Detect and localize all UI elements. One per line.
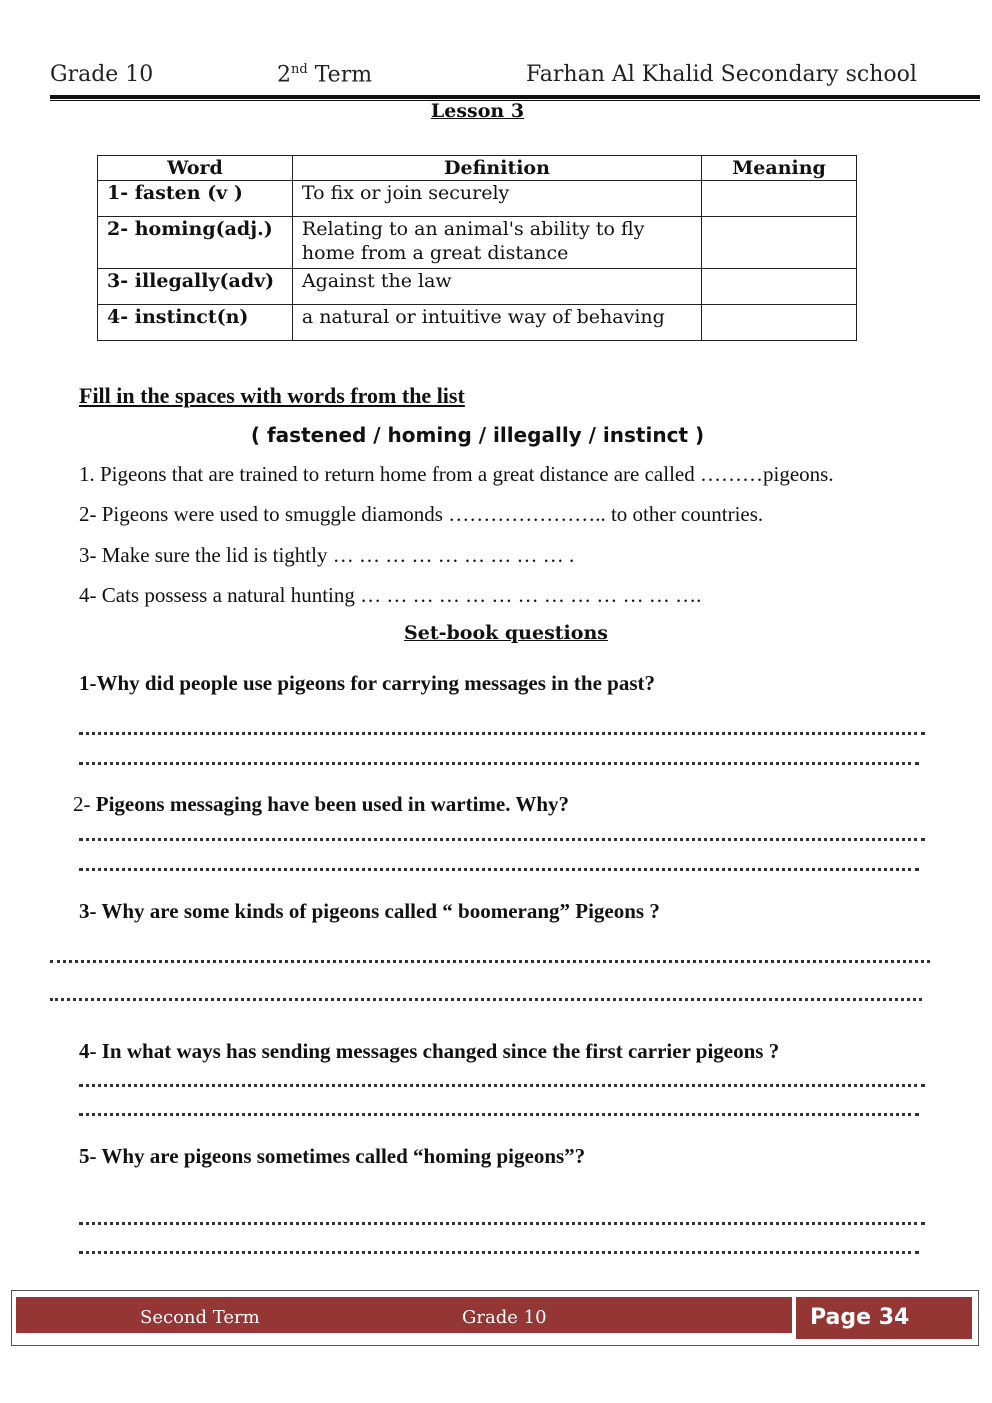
question-text: In what ways has sending messages changed since the first carrier pigeons ? bbox=[101, 1039, 780, 1063]
header-grade: Grade 10 bbox=[50, 62, 154, 87]
page-number: Page 34 bbox=[810, 1305, 910, 1330]
fill-sentence: 2- Pigeons were used to smuggle diamonds ………………….. to other countries. bbox=[79, 502, 764, 526]
table-header-row bbox=[98, 156, 857, 181]
definition-cell: Relating to an animal's ability to fly home from a great distance bbox=[292, 217, 701, 269]
setbook-title: Set-book questions bbox=[404, 622, 608, 644]
word-cell: 3- illegally(adv) bbox=[98, 269, 293, 305]
question-2 bbox=[73, 792, 569, 817]
col-header-definition: Definition bbox=[292, 156, 701, 181]
answer-line[interactable] bbox=[50, 960, 930, 963]
question-text: Why did people use pigeons for carrying messages in the past? bbox=[96, 671, 655, 695]
table-row bbox=[98, 305, 857, 341]
word-cell: 2- homing(adj.) bbox=[98, 217, 293, 269]
answer-line[interactable] bbox=[79, 868, 919, 871]
answer-line[interactable] bbox=[79, 1084, 925, 1087]
question-number: 2- bbox=[73, 792, 91, 816]
fill-sentence: 4- Cats possess a natural hunting … … … … … … … … … … … … …. bbox=[79, 583, 702, 607]
meaning-cell[interactable] bbox=[702, 217, 857, 269]
definition-cell: To fix or join securely bbox=[292, 181, 701, 217]
col-header-word: Word bbox=[98, 156, 293, 181]
term-number: 2 bbox=[277, 62, 291, 88]
question-text: Pigeons messaging have been used in wartime. Why? bbox=[95, 792, 570, 816]
fill-sentence: 3- Make sure the lid is tightly … … … … … … … … … . bbox=[79, 543, 575, 567]
table-row bbox=[98, 217, 857, 269]
answer-line[interactable] bbox=[79, 732, 925, 735]
table-row bbox=[98, 181, 857, 217]
answer-line[interactable] bbox=[79, 838, 925, 841]
word-cell: 4- instinct(n) bbox=[98, 305, 293, 341]
question-number: 1- bbox=[79, 671, 97, 695]
vocab-table bbox=[97, 155, 857, 341]
question-number: 5- bbox=[79, 1144, 97, 1168]
footer-bar bbox=[16, 1297, 792, 1333]
col-header-meaning: Meaning bbox=[702, 156, 857, 181]
answer-line[interactable] bbox=[79, 1222, 925, 1225]
table-row bbox=[98, 269, 857, 305]
lesson-title: Lesson 3 bbox=[430, 100, 525, 122]
definition-cell: a natural or intuitive way of behaving bbox=[292, 305, 701, 341]
question-number: 3- bbox=[79, 899, 97, 923]
meaning-cell[interactable] bbox=[702, 269, 857, 305]
answer-line[interactable] bbox=[50, 998, 922, 1001]
answer-line[interactable] bbox=[79, 1251, 919, 1254]
fill-sentence: 1. Pigeons that are trained to return home from a great distance are called ………pigeons. bbox=[79, 462, 834, 486]
header-rule bbox=[50, 95, 980, 99]
header-term bbox=[277, 62, 372, 87]
word-list: ( fastened / homing / illegally / instinct ) bbox=[250, 423, 705, 447]
question-5 bbox=[79, 1144, 585, 1169]
meaning-cell[interactable] bbox=[702, 305, 857, 341]
answer-line[interactable] bbox=[79, 762, 919, 765]
question-text: Why are some kinds of pigeons called “ boomerang” Pigeons ? bbox=[101, 899, 660, 923]
question-number: 4- bbox=[79, 1039, 97, 1063]
fill-in-title: Fill in the spaces with words from the list bbox=[79, 383, 465, 408]
question-4 bbox=[79, 1039, 779, 1064]
footer-grade: Grade 10 bbox=[462, 1307, 547, 1328]
header-school: Farhan Al Khalid Secondary school bbox=[526, 62, 917, 87]
term-word: Term bbox=[314, 62, 373, 88]
meaning-cell[interactable] bbox=[702, 181, 857, 217]
definition-cell: Against the law bbox=[292, 269, 701, 305]
question-1 bbox=[79, 671, 655, 696]
question-text: Why are pigeons sometimes called “homing pigeons”? bbox=[101, 1144, 586, 1168]
answer-line[interactable] bbox=[79, 1113, 919, 1116]
footer-term: Second Term bbox=[140, 1307, 260, 1328]
term-suffix: nd bbox=[291, 62, 308, 77]
question-3 bbox=[79, 899, 660, 924]
word-cell: 1- fasten (v ) bbox=[98, 181, 293, 217]
